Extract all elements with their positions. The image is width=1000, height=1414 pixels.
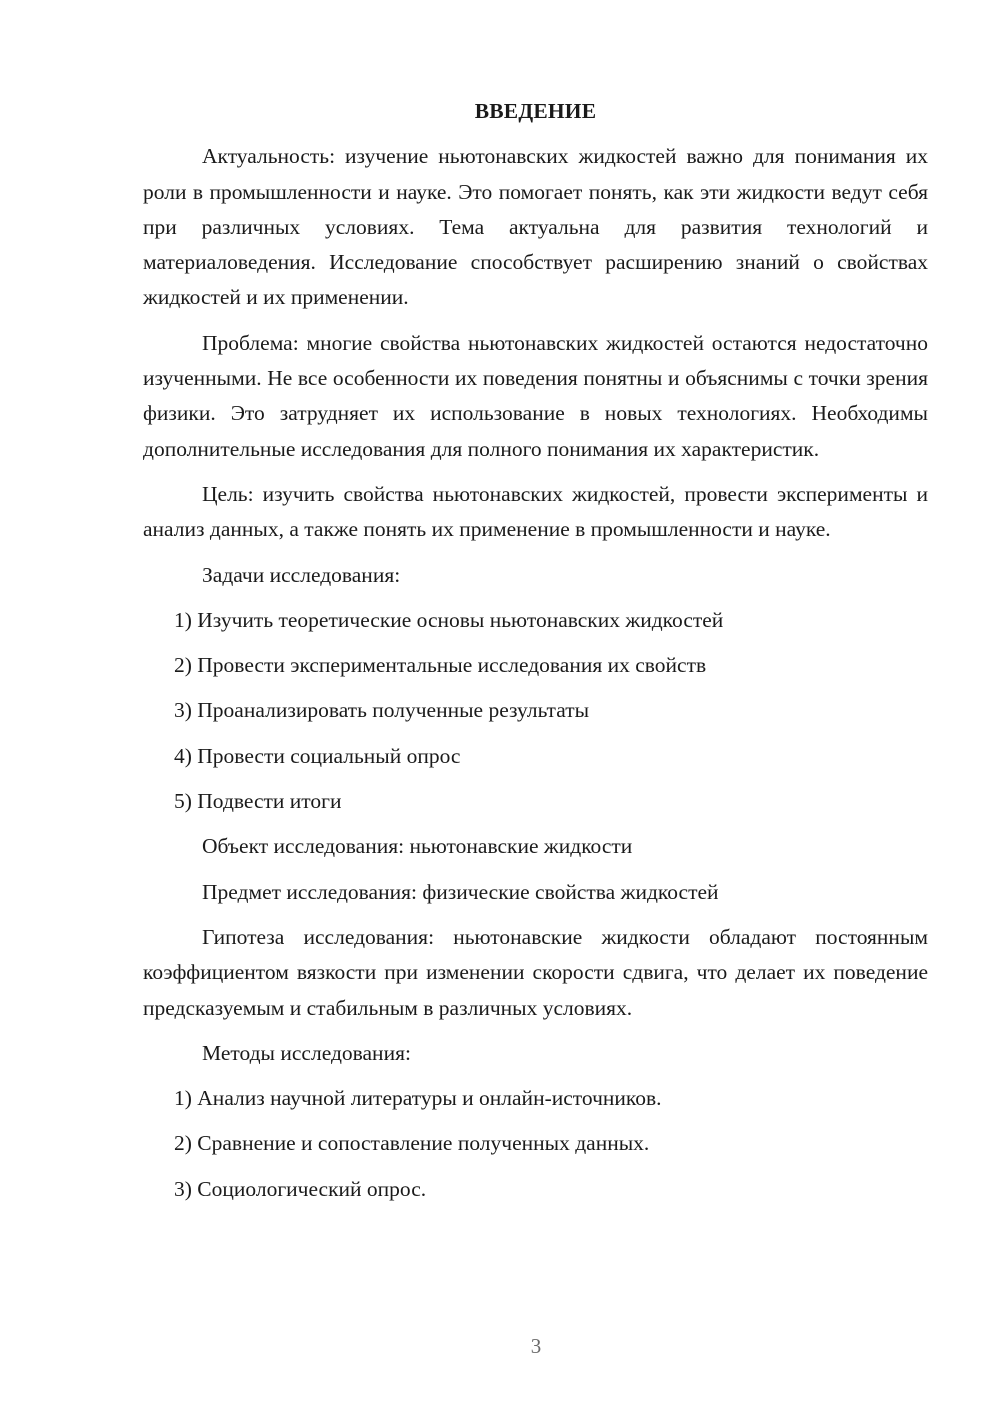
methods-heading: Методы исследования: <box>202 1040 411 1065</box>
document-page <box>143 94 928 1217</box>
list-item: 2) Сравнение и сопоставление полученных данных. <box>174 1131 650 1156</box>
list-item: 3) Социологический опрос. <box>174 1176 427 1201</box>
relevance-paragraph: Актуальность: изучение ньютонавских жидкостей важно для понимания их роли в промышленности и науке. Это помогает понять, как эти жидкости ведут себя при различных условиях. Тема актуальна для развития технологий и материаловедения. Исследование способствует расширению знаний о свойствах жидкостей и их применении. <box>143 144 928 310</box>
document-title: ВВЕДЕНИЕ <box>474 99 597 123</box>
tasks-list <box>143 603 928 819</box>
research-subject: Предмет исследования: физические свойства жидкостей <box>202 879 719 904</box>
goal-paragraph: Цель: изучить свойства ньютонавских жидкостей, провести эксперименты и анализ данных, а также понять их применение в промышленности и науке. <box>143 481 928 542</box>
research-object: Объект исследования: ньютонавские жидкости <box>202 834 633 859</box>
list-item: 1) Анализ научной литературы и онлайн-источников. <box>174 1086 662 1111</box>
list-item: 1) Изучить теоретические основы ньютонавских жидкостей <box>174 607 724 632</box>
tasks-heading: Задачи исследования: <box>202 562 401 587</box>
list-item: 4) Провести социальный опрос <box>174 743 461 768</box>
problem-paragraph: Проблема: многие свойства ньютонавских жидкостей остаются недостаточно изученными. Не все особенности их поведения понятны и объяснимы с точки зрения физики. Это затрудняет их использование в новых технологиях. Необходимы дополнительные исследования для полного понимания их характеристик. <box>143 330 928 461</box>
methods-list <box>143 1081 928 1207</box>
list-item: 5) Подвести итоги <box>174 789 342 814</box>
page-number: 3 <box>530 1334 542 1358</box>
list-item: 2) Провести экспериментальные исследования их свойств <box>174 653 707 678</box>
hypothesis-paragraph: Гипотеза исследования: ньютонавские жидкости обладают постоянным коэффициентом вязкости при изменении скорости сдвига, что делает их поведение предсказуемым и стабильным в различных условиях. <box>143 924 928 1020</box>
list-item: 3) Проанализировать полученные результаты <box>174 698 590 723</box>
